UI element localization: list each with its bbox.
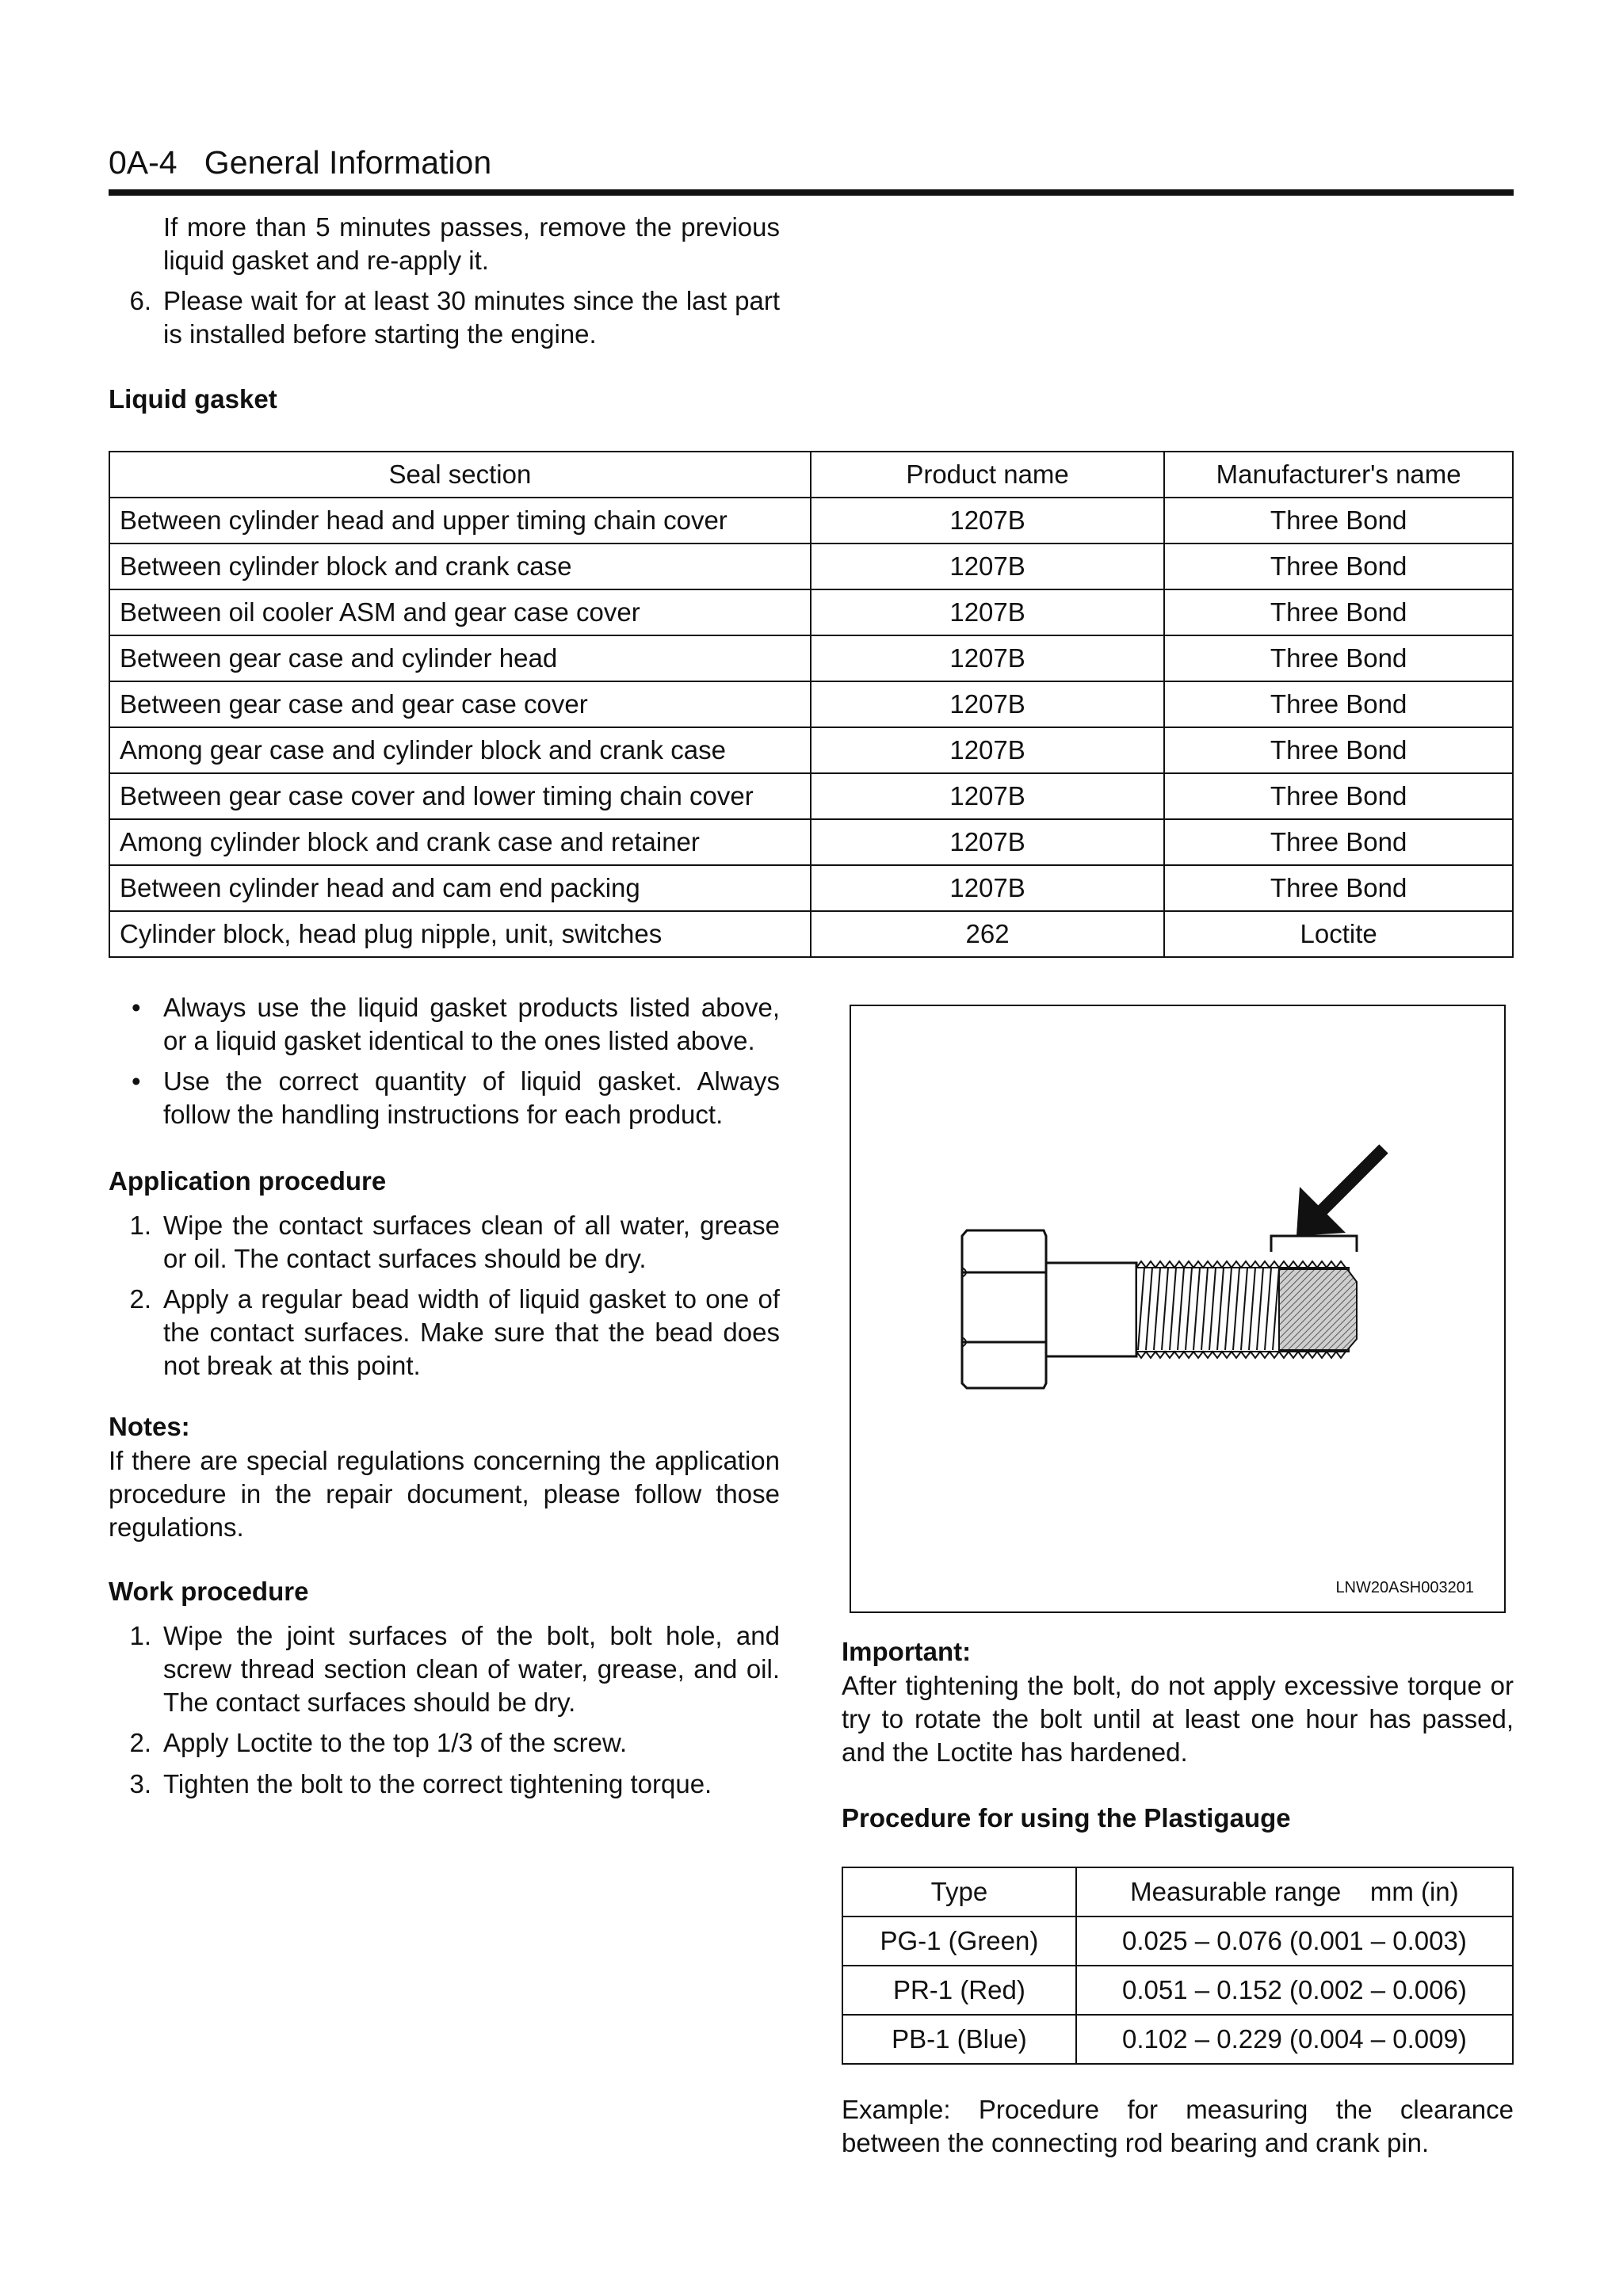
arrow-icon [1296, 1149, 1384, 1236]
product-cell: 1207B [811, 865, 1165, 911]
column-header: Product name [811, 452, 1165, 498]
bolt-figure [850, 1005, 1506, 1613]
application-step-2: Apply a regular bead width of liquid gasket to one of the contact surfaces. Make sure that the bead does not break at this point. [163, 1284, 780, 1380]
seal-section-cell: Between gear case and gear case cover [109, 681, 811, 727]
manufacturer-cell: Three Bond [1164, 589, 1513, 635]
notes-text: If there are special regulations concerning the application procedure in the repair document, please follow those regulations. [109, 1446, 780, 1542]
table-row [109, 498, 1513, 543]
manufacturer-cell: Three Bond [1164, 727, 1513, 773]
header-rule [109, 189, 1514, 196]
intro-continuation: If more than 5 minutes passes, remove the previous liquid gasket and re-apply it. [163, 212, 780, 275]
bolt-thread [1136, 1261, 1357, 1358]
table-row [842, 2015, 1513, 2064]
table-row [109, 773, 1513, 819]
step-number: 1. [129, 1621, 151, 1650]
step-number: 2. [129, 1728, 151, 1757]
seal-section-cell: Between gear case cover and lower timing chain cover [109, 773, 811, 819]
step-number: 2. [129, 1284, 151, 1314]
seal-section-cell: Between gear case and cylinder head [109, 635, 811, 681]
product-cell: 1207B [811, 819, 1165, 865]
manufacturer-cell: Three Bond [1164, 498, 1513, 543]
bolt-illustration [851, 1006, 1504, 1611]
column-header: Manufacturer's name [1164, 452, 1513, 498]
table-row [109, 911, 1513, 957]
seal-section-cell: Between cylinder head and cam end packing [109, 865, 811, 911]
type-cell: PB-1 (Blue) [842, 2015, 1076, 2064]
table-header-row [109, 452, 1513, 498]
manufacturer-cell: Three Bond [1164, 819, 1513, 865]
work-step-3: Tighten the bolt to the correct tightening torque. [163, 1769, 712, 1798]
liquid-gasket-table [109, 451, 1514, 958]
seal-section-cell: Among gear case and cylinder block and crank case [109, 727, 811, 773]
table-row [109, 865, 1513, 911]
work-step-1: Wipe the joint surfaces of the bolt, bolt hole, and screw thread section clean of water, grease, and oil. The contact surfaces should be dry. [163, 1621, 780, 1717]
manufacturer-cell: Three Bond [1164, 635, 1513, 681]
table-header-row [842, 1867, 1513, 1917]
page-header [109, 144, 491, 181]
step-number: 3. [129, 1769, 151, 1798]
seal-section-cell: Between oil cooler ASM and gear case cover [109, 589, 811, 635]
step-6-text: Please wait for at least 30 minutes since the last part is installed before starting the engine. [163, 286, 780, 349]
column-header: Seal section [109, 452, 811, 498]
figure-code: LNW20ASH003201 [1335, 1579, 1474, 1596]
bolt-shank [1046, 1263, 1136, 1356]
table-row [842, 1966, 1513, 2015]
product-cell: 1207B [811, 727, 1165, 773]
table-row [109, 635, 1513, 681]
bullet-text: Use the correct quantity of liquid gasket. Always follow the handling instructions for each product. [163, 1066, 780, 1129]
loctite-area [1279, 1269, 1357, 1350]
table-row [109, 543, 1513, 589]
work-heading: Work procedure [109, 1577, 309, 1606]
product-cell: 1207B [811, 589, 1165, 635]
table-row [109, 589, 1513, 635]
seal-section-cell: Between cylinder head and upper timing chain cover [109, 498, 811, 543]
plastigauge-heading: Procedure for using the Plastigauge [842, 1803, 1291, 1833]
plastigauge-table [842, 1867, 1514, 2065]
bolt-head [962, 1230, 1046, 1388]
table-row [109, 819, 1513, 865]
table-row [109, 681, 1513, 727]
liquid-gasket-heading: Liquid gasket [109, 384, 277, 414]
range-cell: 0.051 – 0.152 (0.002 – 0.006) [1076, 1966, 1513, 2015]
application-step-1: Wipe the contact surfaces clean of all water, grease or oil. The contact surfaces should be dry. [163, 1211, 780, 1273]
work-step-2: Apply Loctite to the top 1/3 of the screw. [163, 1728, 628, 1757]
important-text: After tightening the bolt, do not apply excessive torque or try to rotate the bolt until at least one hour has passed, and the Loctite has hardened. [842, 1671, 1514, 1767]
manufacturer-cell: Loctite [1164, 911, 1513, 957]
bullet-icon: • [132, 993, 141, 1022]
step-number: 1. [129, 1211, 151, 1240]
section-title: General Information [204, 144, 492, 181]
table-row [109, 727, 1513, 773]
product-cell: 1207B [811, 681, 1165, 727]
seal-section-cell: Cylinder block, head plug nipple, unit, switches [109, 911, 811, 957]
important-heading: Important: [842, 1637, 972, 1666]
type-cell: PG-1 (Green) [842, 1917, 1076, 1966]
manufacturer-cell: Three Bond [1164, 543, 1513, 589]
bullet-icon: • [132, 1066, 141, 1096]
bracket [1271, 1236, 1357, 1252]
column-header: Measurable range mm (in) [1076, 1867, 1513, 1917]
seal-section-cell: Among cylinder block and crank case and retainer [109, 819, 811, 865]
manufacturer-cell: Three Bond [1164, 681, 1513, 727]
type-cell: PR-1 (Red) [842, 1966, 1076, 2015]
range-cell: 0.025 – 0.076 (0.001 – 0.003) [1076, 1917, 1513, 1966]
manufacturer-cell: Three Bond [1164, 773, 1513, 819]
product-cell: 1207B [811, 773, 1165, 819]
notes-heading: Notes: [109, 1412, 190, 1441]
range-cell: 0.102 – 0.229 (0.004 – 0.009) [1076, 2015, 1513, 2064]
manufacturer-cell: Three Bond [1164, 865, 1513, 911]
bullet-text: Always use the liquid gasket products listed above, or a liquid gasket identical to the ones listed above. [163, 993, 780, 1055]
step-number: 6. [129, 286, 151, 315]
product-cell: 1207B [811, 498, 1165, 543]
product-cell: 262 [811, 911, 1165, 957]
example-text: Example: Procedure for measuring the clearance between the connecting rod bearing and crank pin. [842, 2095, 1514, 2157]
table-row [842, 1917, 1513, 1966]
page-number: 0A-4 [109, 144, 178, 181]
column-header: Type [842, 1867, 1076, 1917]
product-cell: 1207B [811, 635, 1165, 681]
seal-section-cell: Between cylinder block and crank case [109, 543, 811, 589]
application-heading: Application procedure [109, 1166, 387, 1196]
product-cell: 1207B [811, 543, 1165, 589]
